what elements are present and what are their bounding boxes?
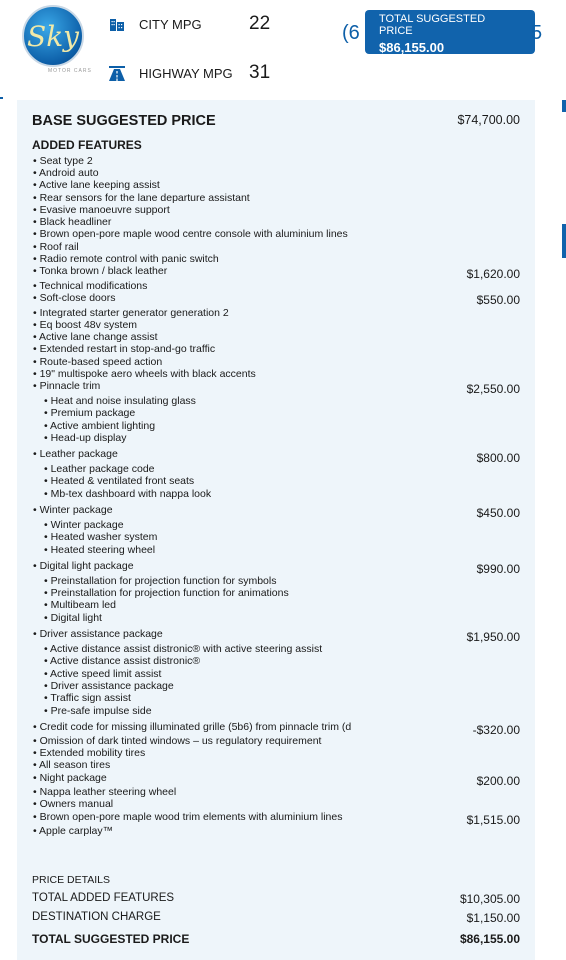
feature-price: $1,515.00 <box>466 813 520 827</box>
base-price-value: $74,700.00 <box>457 113 520 127</box>
feature-item: • Multibeam led <box>44 599 116 611</box>
feature-item: • Route-based speed action <box>33 356 163 368</box>
feature-item: • Preinstallation for projection function for animations <box>44 587 289 599</box>
destination-charge-label: DESTINATION CHARGE <box>32 911 161 923</box>
feature-item: • Roof rail <box>33 241 79 253</box>
feature-item: • All season tires <box>33 759 111 771</box>
city-mpg-row <box>108 13 270 35</box>
feature-item: • 19" multispoke aero wheels with black accents <box>33 368 256 380</box>
feature-item: • Night package <box>33 772 107 784</box>
feature-price: $1,620.00 <box>466 267 520 281</box>
highway-mpg-label: HIGHWAY MPG <box>139 65 233 81</box>
feature-item: • Heat and noise insulating glass <box>44 395 196 407</box>
feature-item: • Seat type 2 <box>33 155 93 167</box>
feature-item: • Omission of dark tinted windows – us regulatory requirement <box>33 735 322 747</box>
feature-item: • Extended mobility tires <box>33 747 146 759</box>
feature-item: • Active lane keeping assist <box>33 179 160 191</box>
highway-mpg-value: 31 <box>249 62 271 83</box>
feature-item: • Mb-tex dashboard with nappa look <box>44 488 212 500</box>
feature-price: -$320.00 <box>472 723 520 737</box>
partial-number-right: 5 <box>531 22 543 44</box>
feature-item: • Active ambient lighting <box>44 420 156 432</box>
feature-item: • Leather package code <box>44 463 155 475</box>
scroll-edge-marker-2 <box>562 224 566 258</box>
feature-price: $990.00 <box>476 562 520 576</box>
feature-item: • Nappa leather steering wheel <box>33 786 177 798</box>
feature-item: • Android auto <box>33 167 99 179</box>
feature-item: • Tonka brown / black leather <box>33 265 168 277</box>
feature-item: • Owners manual <box>33 798 114 810</box>
feature-item: • Brown open-pore maple wood centre console with aluminium lines <box>33 228 348 240</box>
feature-item: • Driver assistance package <box>33 628 163 640</box>
feature-item: • Integrated starter generator generation 2 <box>33 307 229 319</box>
feature-price: $200.00 <box>476 774 520 788</box>
total-suggested-price-value: $86,155.00 <box>459 932 520 946</box>
feature-item: • Active distance assist distronic® <box>44 655 201 667</box>
price-details-heading: PRICE DETAILS <box>32 874 110 886</box>
city-buildings-icon <box>108 15 126 33</box>
feature-item: • Technical modifications <box>33 280 148 292</box>
destination-charge-row <box>32 911 520 925</box>
feature-item: • Traffic sign assist <box>44 692 131 704</box>
feature-item: • Active lane change assist <box>33 331 158 343</box>
total-button-label: TOTAL SUGGESTED PRICE <box>379 13 486 37</box>
feature-item: • Digital light package <box>33 560 134 572</box>
total-added-features-row <box>32 892 520 906</box>
feature-item: • Premium package <box>44 407 136 419</box>
feature-item: • Credit code for missing illuminated grille (5b6) from pinnacle trim (d <box>33 721 352 733</box>
feature-item: • Soft-close doors <box>33 292 116 304</box>
feature-item: • Rear sensors for the lane departure assistant <box>33 192 250 204</box>
feature-item: • Heated & ventilated front seats <box>44 475 195 487</box>
feature-item: • Driver assistance package <box>44 680 174 692</box>
feature-item: • Heated washer system <box>44 531 158 543</box>
feature-item: • Brown open-pore maple wood trim elements with aluminium lines <box>33 811 343 823</box>
edge-marker <box>0 97 3 99</box>
sky-logo <box>22 5 84 67</box>
feature-item: • Pinnacle trim <box>33 380 101 392</box>
destination-charge-value: $1,150.00 <box>466 911 520 925</box>
feature-item: • Preinstallation for projection function for symbols <box>44 575 277 587</box>
total-added-features-label: TOTAL ADDED FEATURES <box>32 892 175 904</box>
feature-item: • Radio remote control with panic switch <box>33 253 219 265</box>
logo-subtext: MOTOR CARS <box>48 68 92 74</box>
total-suggested-price-row <box>32 932 520 946</box>
feature-item: • Winter package <box>44 519 124 531</box>
added-features-heading: ADDED FEATURES <box>32 138 142 152</box>
scroll-edge-marker <box>562 100 566 112</box>
highway-road-icon <box>108 64 126 82</box>
base-price-label: BASE SUGGESTED PRICE <box>32 113 216 129</box>
feature-price: $550.00 <box>476 293 520 307</box>
logo-text: Sky <box>27 19 79 53</box>
feature-price: $2,550.00 <box>466 382 520 396</box>
feature-item: • Digital light <box>44 612 102 624</box>
feature-item: • Extended restart in stop-and-go traffic <box>33 343 216 355</box>
feature-item: • Active distance assist distronic® with active steering assist <box>44 643 323 655</box>
partial-number-left: (6 <box>342 22 360 44</box>
feature-item: • Apple carplay™ <box>33 825 114 837</box>
feature-item: • Active speed limit assist <box>44 668 162 680</box>
base-price-row <box>32 113 520 129</box>
highway-mpg-row <box>108 62 270 84</box>
total-suggested-price-button[interactable] <box>365 10 535 54</box>
total-button-value: $86,155.00 <box>379 40 445 55</box>
feature-item: • Winter package <box>33 504 113 516</box>
feature-item: • Head-up display <box>44 432 127 444</box>
feature-item: • Heated steering wheel <box>44 544 156 556</box>
feature-price: $1,950.00 <box>466 630 520 644</box>
city-mpg-value: 22 <box>249 13 271 34</box>
total-added-features-value: $10,305.00 <box>459 892 520 906</box>
feature-price: $450.00 <box>476 506 520 520</box>
feature-item: • Evasive manoeuvre support <box>33 204 170 216</box>
total-suggested-price-label: TOTAL SUGGESTED PRICE <box>32 932 190 946</box>
feature-item: • Leather package <box>33 448 118 460</box>
feature-price: $800.00 <box>476 451 520 465</box>
city-mpg-label: CITY MPG <box>139 16 202 32</box>
feature-item: • Black headliner <box>33 216 112 228</box>
feature-item: • Eq boost 48v system <box>33 319 138 331</box>
feature-item: • Pre-safe impulse side <box>44 705 152 717</box>
